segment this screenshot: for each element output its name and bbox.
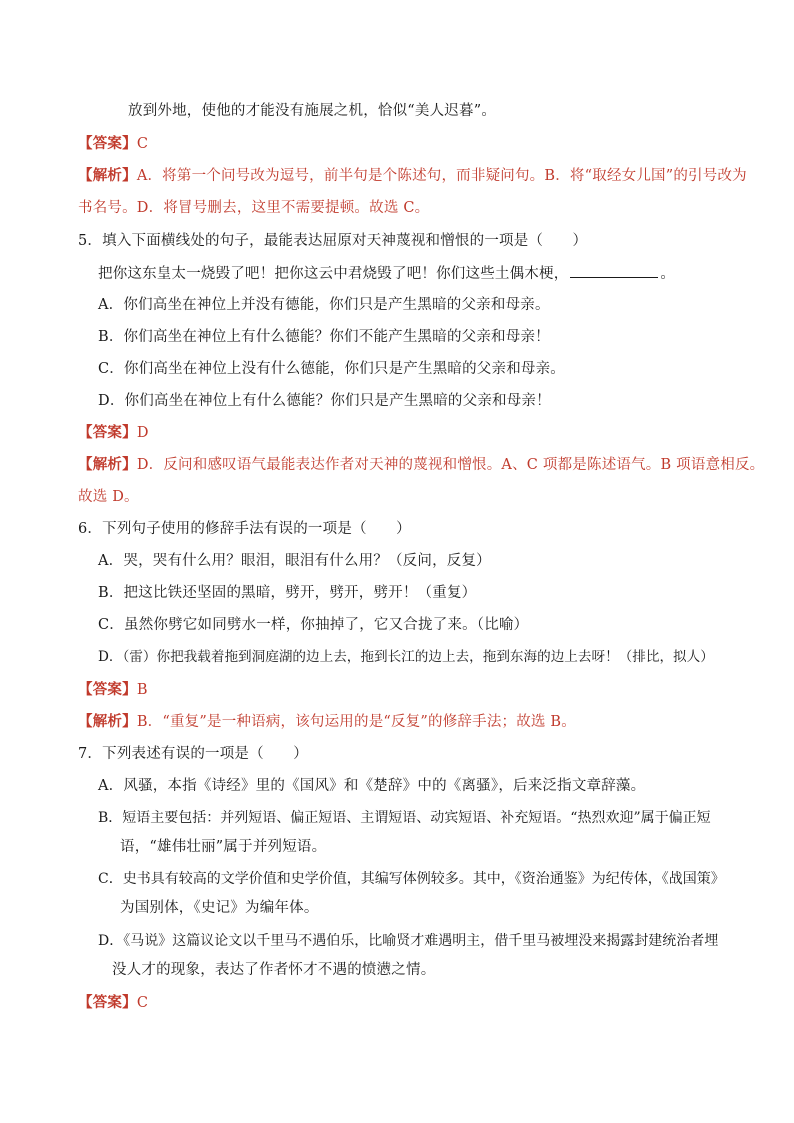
option-c-cont: 为国别体，《史记》为编年体。 [120, 900, 319, 916]
option-a: A．风骚，本指《诗经》里的《国风》和《楚辞》中的《离骚》，后来泛指文章辞藻。 [98, 778, 646, 794]
option-b: B．你们高坐在神位上有什么德能？你们不能产生黑暗的父亲和母亲！ [98, 329, 550, 345]
option-b: B．短语主要包括：并列短语、偏正短语、主谓短语、动宾短语、补充短语。“热烈欢迎”属于偏正短 [98, 810, 711, 826]
explanation-text-cont: 书名号。D．将冒号删去，这里不需要提顿。故选 C。 [78, 200, 430, 216]
explanation-line [78, 712, 576, 732]
explanation-tag: 【解析】 [78, 167, 137, 184]
answer-blank [570, 263, 658, 278]
explanation-tag: 【解析】 [78, 713, 137, 730]
option-a: A．你们高坐在神位上并没有德能，你们只是产生黑暗的父亲和母亲。 [98, 297, 550, 313]
explanation-line [78, 166, 747, 186]
option-a: A．哭，哭有什么用？眼泪，眼泪有什么用？（反问，反复） [98, 553, 491, 569]
option-d: D．你们高坐在神位上有什么德能？你们只是产生黑暗的父亲和母亲！ [98, 393, 551, 409]
explanation-text: B．“重复”是一种语病，该句运用的是“反复”的修辞手法；故选 B。 [136, 714, 576, 730]
stem-end: 。 [660, 266, 676, 282]
explanation-tag: 【解析】 [78, 456, 137, 473]
question-5-stem [98, 263, 675, 284]
question-6: 6．下列句子使用的修辞手法有误的一项是（ ） [78, 521, 411, 537]
explanation-text: D．反问和感叹语气最能表达作者对天神的蔑视和憎恨。A、C 项都是陈述语气。B 项语意相反。 [136, 457, 765, 473]
answer-value: D [136, 425, 149, 441]
option-c: C．你们高坐在神位上没有什么德能，你们只是产生黑暗的父亲和母亲。 [98, 361, 565, 377]
option-d: D．《马说》这篇议论文以千里马不遇伯乐，比喻贤才难遇明主，借千里马被埋没来揭露封建统治者埋 [98, 933, 719, 949]
answer-tag: 【答案】 [78, 424, 137, 441]
question-7: 7．下列表述有误的一项是（ ） [78, 746, 308, 762]
option-c: C．史书具有较高的文学价值和史学价值，其编写体例较多。其中，《资治通鉴》为纪传体，《战国策》 [98, 871, 725, 887]
option-b-cont: 语，“雄伟壮丽”属于并列短语。 [120, 839, 327, 855]
answer-value: C [136, 136, 149, 152]
answer-line [78, 680, 148, 700]
answer-tag: 【答案】 [78, 135, 137, 152]
option-b: B．把这比铁还坚固的黑暗，劈开，劈开，劈开！（重复） [98, 585, 477, 601]
option-d: D．（雷）你把我载着拖到洞庭湖的边上去，拖到长江的边上去，拖到东海的边上去呀！（排比，拟人） [98, 649, 714, 665]
question-5: 5．填入下面横线处的句子，最能表达屈原对天神蔑视和憎恨的一项是（ ） [78, 233, 588, 249]
explanation-text: A．将第一个问号改为逗号，前半句是个陈述句，而非疑问句。B．将“取经女儿国”的引号改为 [136, 168, 747, 184]
previous-item-continuation: 放到外地，使他的才能没有施展之机，恰似“美人迟暮”。 [128, 103, 497, 119]
option-d-cont: 没人才的现象，表达了作者怀才不遇的愤懑之情。 [112, 962, 436, 978]
answer-line [78, 134, 148, 154]
stem-text: 把你这东皇太一烧毁了吧！把你这云中君烧毁了吧！你们这些土偶木梗， [98, 266, 569, 282]
answer-line [78, 423, 149, 443]
option-c: C．虽然你劈它如同劈水一样，你抽掉了，它又合拢了来。（比喻） [98, 617, 529, 633]
answer-value: B [136, 682, 148, 698]
answer-line [78, 993, 148, 1013]
explanation-line [78, 455, 764, 475]
answer-tag: 【答案】 [78, 681, 137, 698]
answer-tag: 【答案】 [78, 994, 137, 1011]
answer-value: C [136, 995, 149, 1011]
explanation-text-cont: 故选 D。 [78, 489, 139, 505]
